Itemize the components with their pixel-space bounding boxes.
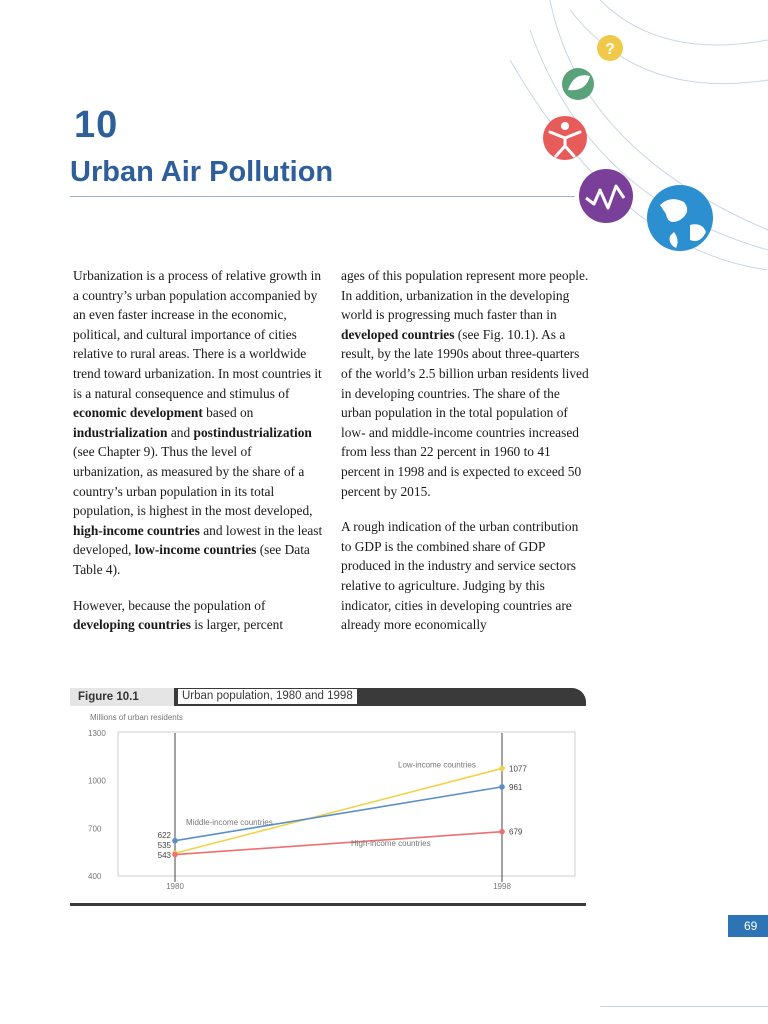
y-tick-label: 1300 (88, 729, 106, 738)
text-run: Urbanization is a process of relative growth in a country’s urban population accompanied by an even faster increase in the economic, political, and cultural importance of cities relative to rural areas. There is a worldwide trend toward urbanization. In most countries it is a natural consequence and stimulus of (73, 268, 322, 401)
urban-population-chart (70, 706, 586, 902)
data-point (172, 838, 178, 844)
data-label: 1077 (509, 764, 527, 774)
paragraph (341, 266, 591, 501)
x-tick-label: 1980 (166, 882, 184, 891)
data-point (499, 766, 505, 772)
figure-title-bar (174, 688, 586, 706)
data-point (499, 829, 505, 835)
paragraph (73, 596, 323, 635)
person-icon (543, 116, 587, 160)
svg-text:?: ? (605, 41, 615, 58)
paragraph (73, 266, 323, 580)
chapter-title: Urban Air Pollution (70, 156, 334, 188)
data-label: 622 (157, 831, 171, 840)
bold-term: high-income countries (73, 522, 200, 538)
figure-label: Figure 10.1 (70, 688, 174, 706)
y-tick-label: 1000 (88, 776, 106, 786)
bold-term: economic development (73, 405, 203, 421)
y-tick-label: 400 (88, 872, 102, 881)
chapter-number: 10 (74, 104, 119, 146)
bold-term: low-income countries (134, 542, 257, 558)
text-column-right (341, 266, 591, 651)
series-label-low-income: Low-income countries (398, 760, 476, 770)
text-run: (see Chapter 9). Thus the level of urbanization, as measured by the share of a country’s urban population in its total population, is highest in the most developed, (73, 444, 313, 519)
data-label: 543 (157, 851, 171, 860)
text-run: ages of this population represent more people. In addition, urbanization in the developing world is progressing much faster than in (341, 268, 589, 323)
wave-icon (579, 169, 633, 223)
question-icon (597, 35, 623, 61)
figure-title: Urban population, 1980 and 1998 (178, 689, 357, 704)
data-label: 535 (157, 841, 171, 850)
footer-rule (600, 1006, 768, 1007)
text-run: and lowest in the least developed, (73, 522, 323, 558)
x-tick-label: 1998 (493, 882, 511, 891)
bold-term: postindustrialization (193, 424, 312, 440)
text-run: (see Data Table 4). (73, 542, 310, 577)
data-label: 961 (509, 782, 523, 792)
series-label-high-income: High-income countries (351, 838, 431, 848)
data-point (172, 852, 178, 858)
globe-icon (647, 185, 713, 251)
text-run: is larger, percent (190, 617, 284, 633)
data-label: 679 (509, 827, 523, 837)
text-run: A rough indication of the urban contribution to GDP is the combined share of GDP produced in the industry and service sectors relative to agriculture. Judging by this indicator, cities in developing countries are already more economically (341, 519, 579, 633)
text-run: However, because the population of (73, 597, 266, 613)
bold-term: developed countries (341, 326, 455, 342)
leaf-icon (562, 68, 594, 100)
text-run: based on (202, 405, 254, 421)
text-column-left (73, 266, 323, 651)
chapter-decoration (470, 0, 768, 270)
series-label-middle-income: Middle-income countries (186, 817, 273, 827)
page-number: 69 (728, 915, 768, 937)
bold-term: industrialization (73, 424, 168, 440)
text-run: and (167, 424, 194, 440)
bold-term: developing countries (73, 617, 191, 633)
y-tick-label: 700 (88, 824, 102, 834)
data-point (499, 784, 505, 790)
figure-bottom-rule (70, 903, 586, 906)
text-run: (see Fig. 10.1). As a result, by the late 1990s about three-quarters of the world’s 2.5 billion urban residents lived in developing countries. The share of the urban population in the total population of low- and middle-income countries increased from less than 22 percent in 1960 to 41 percent in 1998 and is expected to exceed 50 percent by 2015. (341, 326, 589, 499)
y-axis-label: Millions of urban residents (90, 713, 183, 722)
paragraph (341, 517, 591, 635)
